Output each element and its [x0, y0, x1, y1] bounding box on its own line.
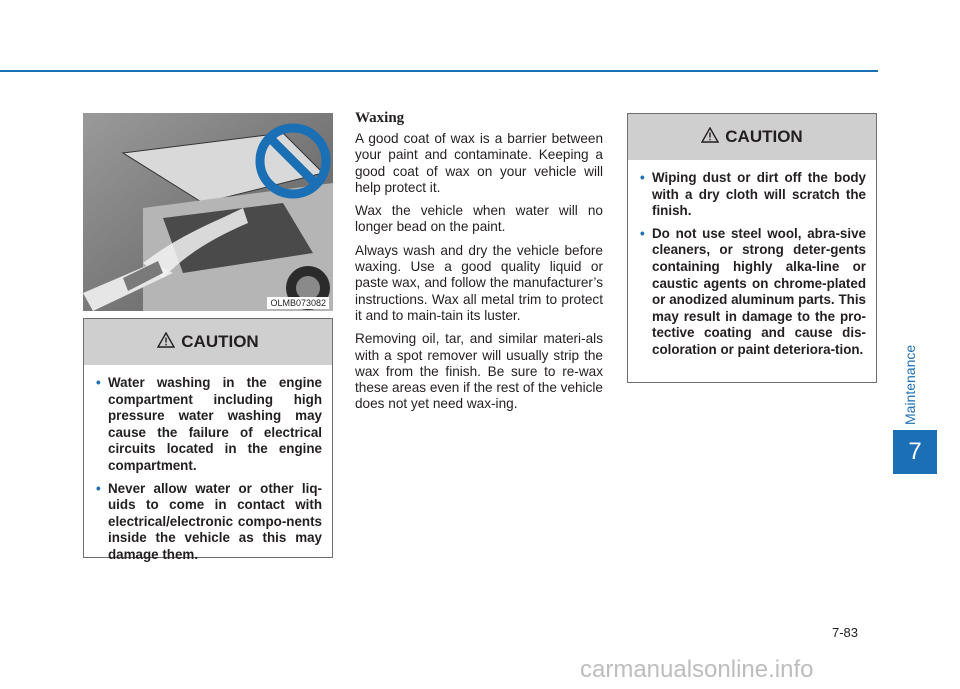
article-paragraph: A good coat of wax is a barrier between your paint and contaminate. Keeping a good coat of wax on your vehicle will help protect it.: [355, 131, 603, 195]
engine-wash-photo: [83, 113, 333, 311]
page-number: 7-83: [832, 625, 859, 640]
article-column: [355, 110, 603, 420]
caution-item-text: Water washing in the engine compartment including high pressure water washing may cause the failure of electrical circuits located in the engine compartment.: [108, 375, 322, 473]
article-paragraph: Always wash and dry the vehicle before waxing. Use a good quality liquid or paste wax, and follow the manufacturer’s instructions. Wax all metal trim to protect it and to main-tain its luster.: [355, 242, 603, 323]
watermark: carmanualsonline.info: [580, 656, 814, 683]
caution-item-text: Do not use steel wool, abra-sive cleaners, or strong deter-gents containing highly alka-line or caustic agents on chrome-plated or anodized aluminum parts. This may result in damage to the pro-tective coating and cause dis-coloration or paint deteriora-tion.: [652, 225, 866, 357]
caution-box-right: [627, 113, 877, 383]
chapter-tab: 7: [893, 430, 937, 474]
caution-title: CAUTION: [181, 332, 259, 351]
caution-item-text: Never allow water or other liq-uids to come in contact with electrical/electronic compo-nents inside the vehicle as this may damage them.: [108, 480, 322, 562]
caution-list: [84, 365, 332, 580]
header-rule: [0, 70, 878, 72]
bullet-icon: •: [96, 375, 101, 390]
bullet-icon: •: [640, 170, 645, 185]
caution-header: [84, 319, 332, 365]
photo-caption: OLMB073082: [267, 297, 329, 309]
warning-triangle-icon: [701, 127, 719, 148]
article-paragraph: Wax the vehicle when water will no longer bead on the paint.: [355, 203, 603, 235]
caution-header: [628, 114, 876, 160]
caution-list: [628, 160, 876, 375]
bullet-icon: •: [640, 225, 645, 241]
caution-item: [96, 375, 322, 475]
caution-item-text: Wiping dust or dirt off the body with a dry cloth will scratch the finish.: [652, 170, 866, 219]
bullet-icon: •: [96, 480, 101, 496]
section-label: Maintenance: [902, 344, 918, 426]
engine-wash-illustration: [83, 113, 333, 311]
caution-box-left: [83, 318, 333, 562]
caution-item: [640, 226, 866, 359]
article-heading: Waxing: [355, 110, 405, 126]
caution-title: CAUTION: [725, 127, 803, 146]
caution-item: [640, 170, 866, 220]
warning-triangle-icon: [157, 332, 175, 353]
caution-item: [96, 481, 322, 564]
article-paragraph: Removing oil, tar, and similar materi-als with a spot remover will usually strip the wax from the finish. Be sure to re-wax these areas even if the rest of the vehicle does not yet need wax-ing.: [355, 331, 603, 412]
